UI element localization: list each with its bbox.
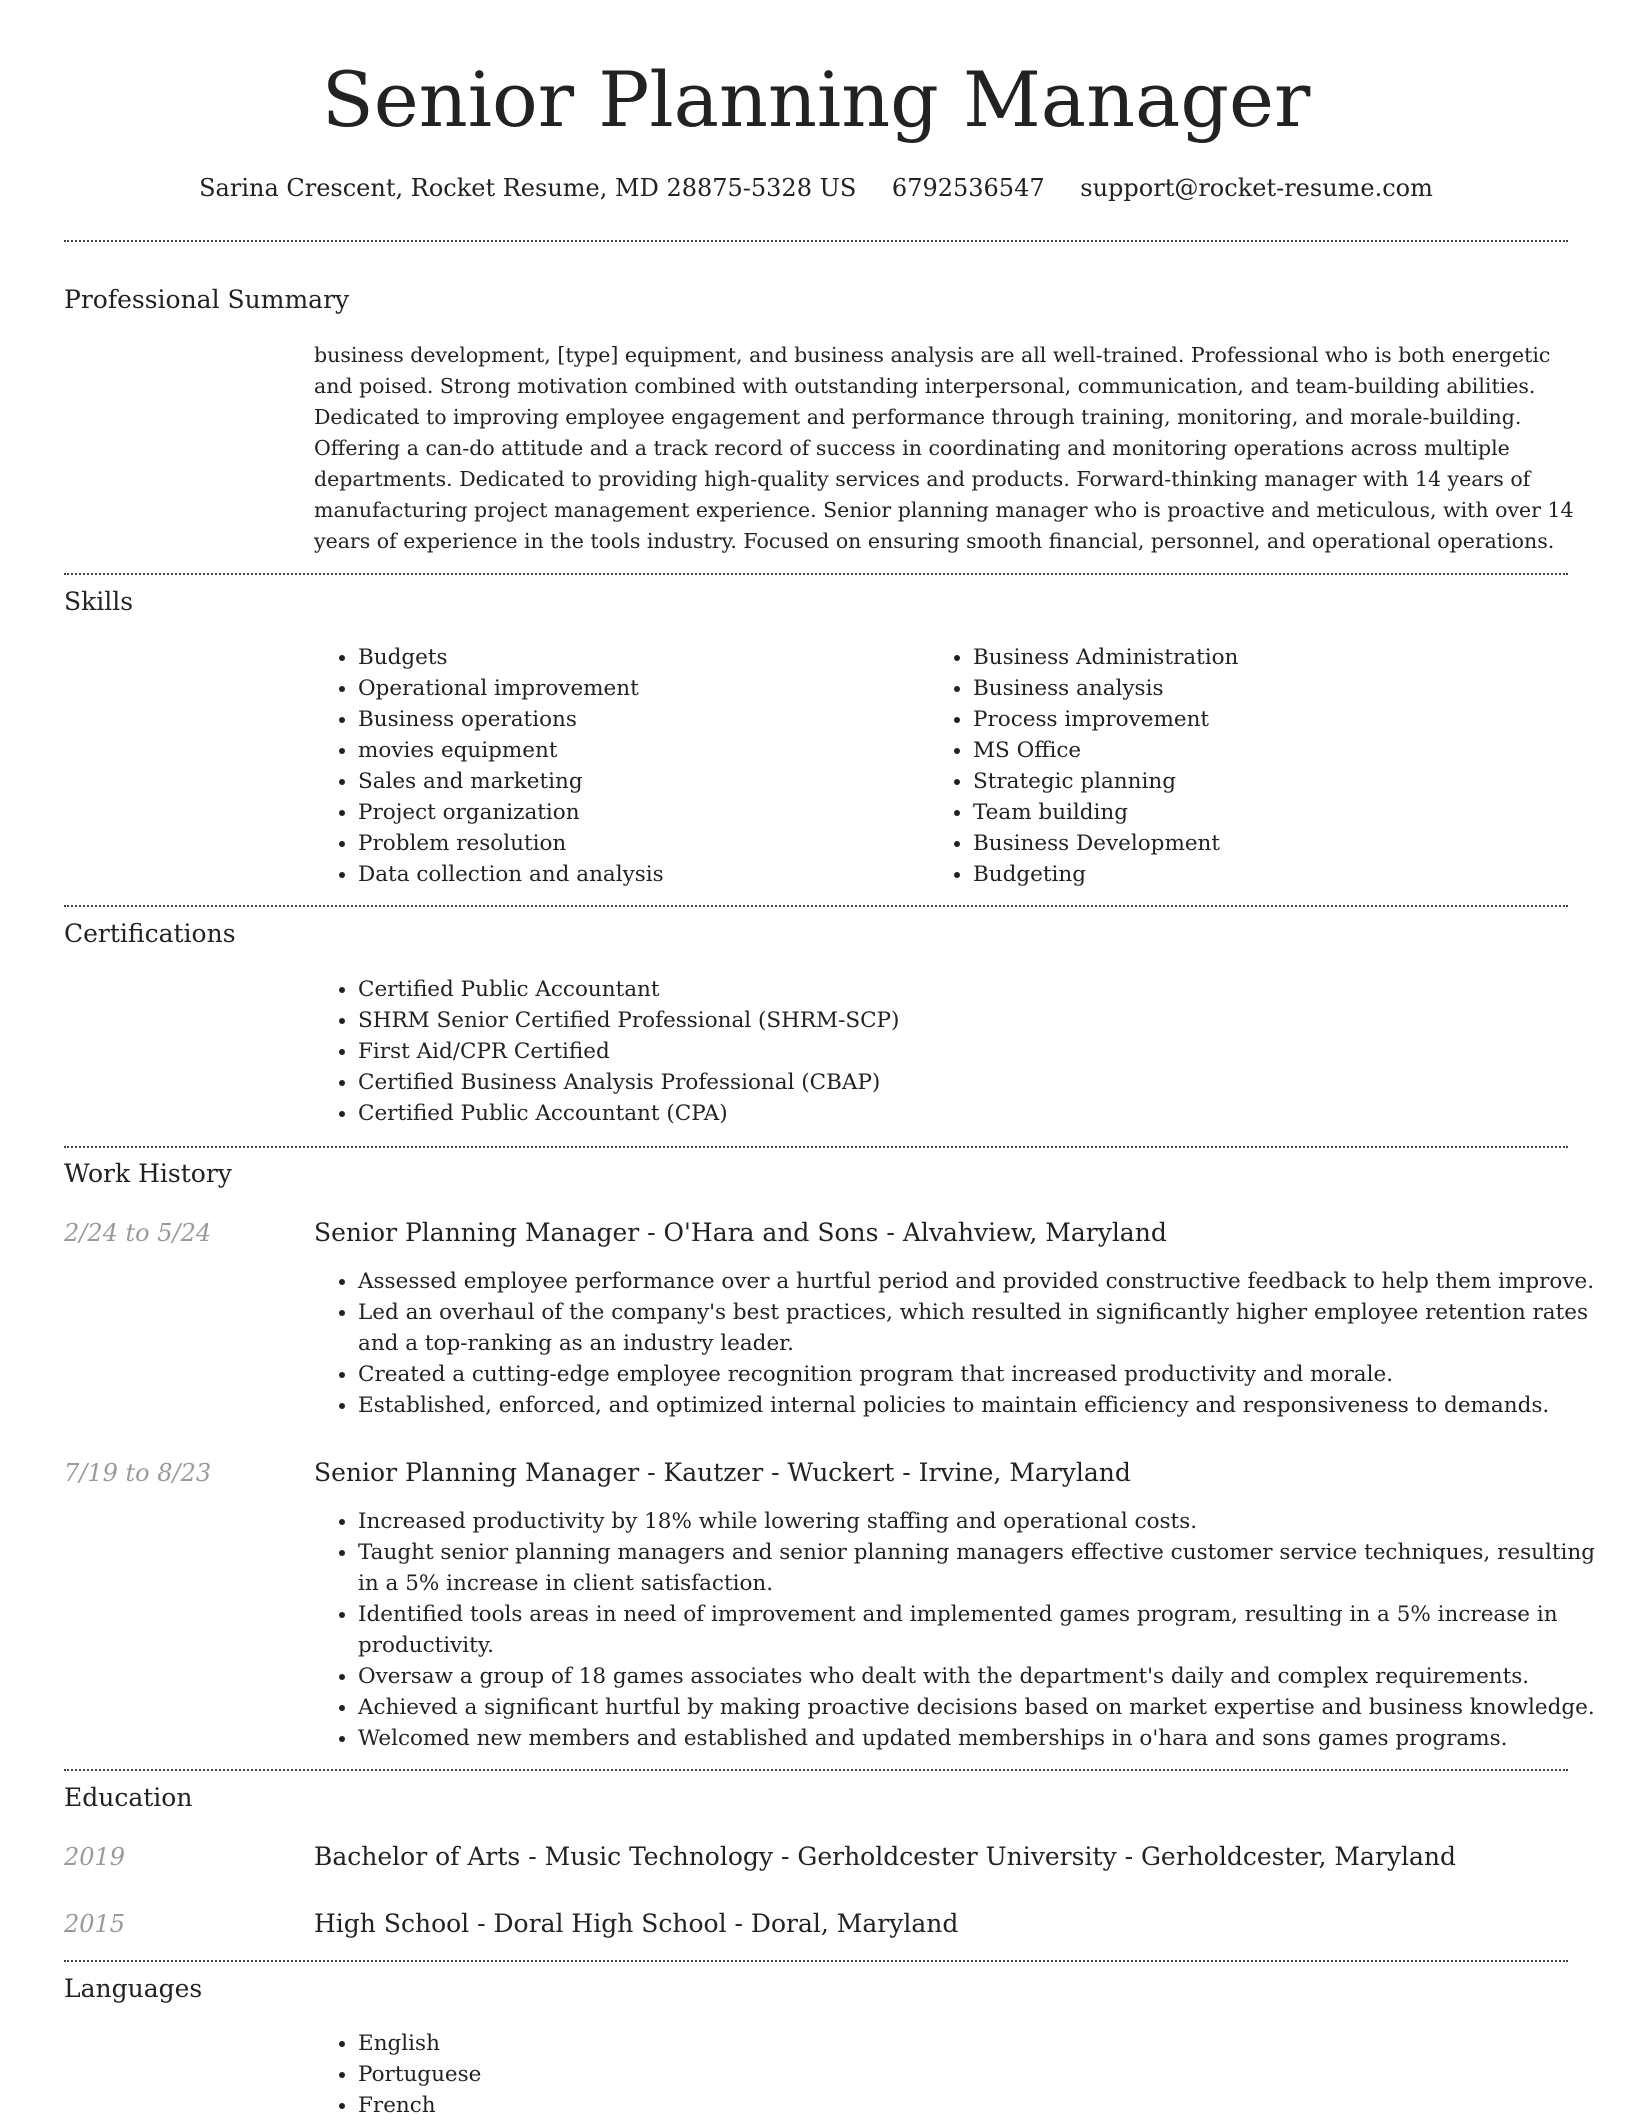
list-item: • Team building bbox=[973, 797, 1533, 828]
section-title-skills: Skills bbox=[64, 587, 134, 616]
list-item: • Portuguese bbox=[358, 2059, 958, 2090]
list-item: • Certified Business Analysis Professional (CBAP) bbox=[358, 1067, 1608, 1098]
list-item: • First Aid/CPR Certified bbox=[358, 1036, 1608, 1067]
list-item: • movies equipment bbox=[358, 735, 918, 766]
list-item: • Certified Public Accountant (CPA) bbox=[358, 1098, 1608, 1129]
contact-address: Sarina Crescent, Rocket Resume, MD 28875-5328 US bbox=[199, 174, 857, 202]
section-title-work: Work History bbox=[64, 1159, 232, 1188]
list-item: • English bbox=[358, 2028, 958, 2059]
list-item: • Established, enforced, and optimized internal policies to maintain efficiency and responsiveness to demands. bbox=[358, 1390, 1612, 1421]
list-item: • MS Office bbox=[973, 735, 1533, 766]
skills-list-right bbox=[929, 642, 1533, 890]
list-item: • Budgeting bbox=[973, 859, 1533, 890]
job-title: Senior Planning Manager - Kautzer - Wuckert - Irvine, Maryland bbox=[314, 1458, 1131, 1487]
list-item: • Data collection and analysis bbox=[358, 859, 918, 890]
divider bbox=[64, 1146, 1568, 1148]
education-title: Bachelor of Arts - Music Technology - Gerholdcester University - Gerholdcester, Maryland bbox=[314, 1842, 1456, 1871]
skills-list-left bbox=[314, 642, 918, 890]
contact-line bbox=[0, 170, 1632, 206]
education-year: 2015 bbox=[64, 1910, 126, 1938]
list-item: • Business Administration bbox=[973, 642, 1533, 673]
certifications-list bbox=[314, 974, 1608, 1129]
list-item: • Oversaw a group of 18 games associates who dealt with the department's daily and complex requirements. bbox=[358, 1661, 1612, 1692]
job-title: Senior Planning Manager - O'Hara and Sons - Alvahview, Maryland bbox=[314, 1218, 1167, 1247]
list-item: • SHRM Senior Certified Professional (SHRM-SCP) bbox=[358, 1005, 1608, 1036]
list-item: • Business analysis bbox=[973, 673, 1533, 704]
list-item: • Business Development bbox=[973, 828, 1533, 859]
divider bbox=[64, 240, 1568, 242]
list-item: • Business operations bbox=[358, 704, 918, 735]
list-item: • Operational improvement bbox=[358, 673, 918, 704]
list-item: • Certified Public Accountant bbox=[358, 974, 1608, 1005]
list-item: • Welcomed new members and established and updated memberships in o'hara and sons games programs. bbox=[358, 1723, 1612, 1754]
divider bbox=[64, 905, 1568, 907]
list-item: • Sales and marketing bbox=[358, 766, 918, 797]
education-title: High School - Doral High School - Doral, Maryland bbox=[314, 1909, 959, 1938]
languages-list bbox=[314, 2028, 958, 2121]
contact-phone: 6792536547 bbox=[891, 174, 1045, 202]
list-item: • Achieved a significant hurtful by making proactive decisions based on market expertise and business knowledge. bbox=[358, 1692, 1612, 1723]
divider bbox=[64, 1769, 1568, 1771]
list-item: • Identified tools areas in need of improvement and implemented games program, resulting in a 5% increase in productivity. bbox=[358, 1599, 1612, 1661]
section-title-certifications: Certifications bbox=[64, 919, 236, 948]
resume-name: Senior Planning Manager bbox=[321, 55, 1311, 144]
list-item: • Created a cutting-edge employee recognition program that increased productivity and morale. bbox=[358, 1359, 1612, 1390]
job-dates: 2/24 to 5/24 bbox=[64, 1219, 212, 1247]
section-title-education: Education bbox=[64, 1783, 193, 1812]
divider bbox=[64, 573, 1568, 575]
contact-email[interactable]: support@rocket-resume.com bbox=[1080, 174, 1433, 202]
list-item: • Problem resolution bbox=[358, 828, 918, 859]
divider bbox=[64, 1960, 1568, 1962]
section-title-languages: Languages bbox=[64, 1974, 203, 2003]
list-item: • Process improvement bbox=[973, 704, 1533, 735]
list-item: • Budgets bbox=[358, 642, 918, 673]
job-dates: 7/19 to 8/23 bbox=[64, 1459, 212, 1487]
summary-text: business development, [type] equipment, and business analysis are all well-trained. Professional who is both energetic and poised. Strong motivation combined with outstanding interpersonal, communication, and team-building abilities. Dedicated to improving employee engagement and performance through training, monitoring, and morale-building. Offering a can-do attitude and a track record of success in coordinating and monitoring operations across multiple departments. Dedicated to providing high-quality services and products. Forward-thinking manager with 14 years of manufacturing project management experience. Senior planning manager who is proactive and meticulous, with over 14 years of experience in the tools industry. Focused on ensuring smooth financial, personnel, and operational operations. bbox=[314, 343, 1574, 553]
list-item: • Taught senior planning managers and senior planning managers effective customer service techniques, resulting in a 5% increase in client satisfaction. bbox=[358, 1537, 1612, 1599]
education-year: 2019 bbox=[64, 1843, 126, 1871]
list-item: • Assessed employee performance over a hurtful period and provided constructive feedback to help them improve. bbox=[358, 1266, 1612, 1297]
list-item: • Project organization bbox=[358, 797, 918, 828]
job-bullets bbox=[314, 1506, 1612, 1754]
list-item: • Led an overhaul of the company's best practices, which resulted in significantly higher employee retention rates and a top-ranking as an industry leader. bbox=[358, 1297, 1612, 1359]
section-title-summary: Professional Summary bbox=[64, 285, 350, 314]
list-item: • Strategic planning bbox=[973, 766, 1533, 797]
list-item: • Increased productivity by 18% while lowering staffing and operational costs. bbox=[358, 1506, 1612, 1537]
job-bullets bbox=[314, 1266, 1612, 1421]
list-item: • French bbox=[358, 2090, 958, 2121]
